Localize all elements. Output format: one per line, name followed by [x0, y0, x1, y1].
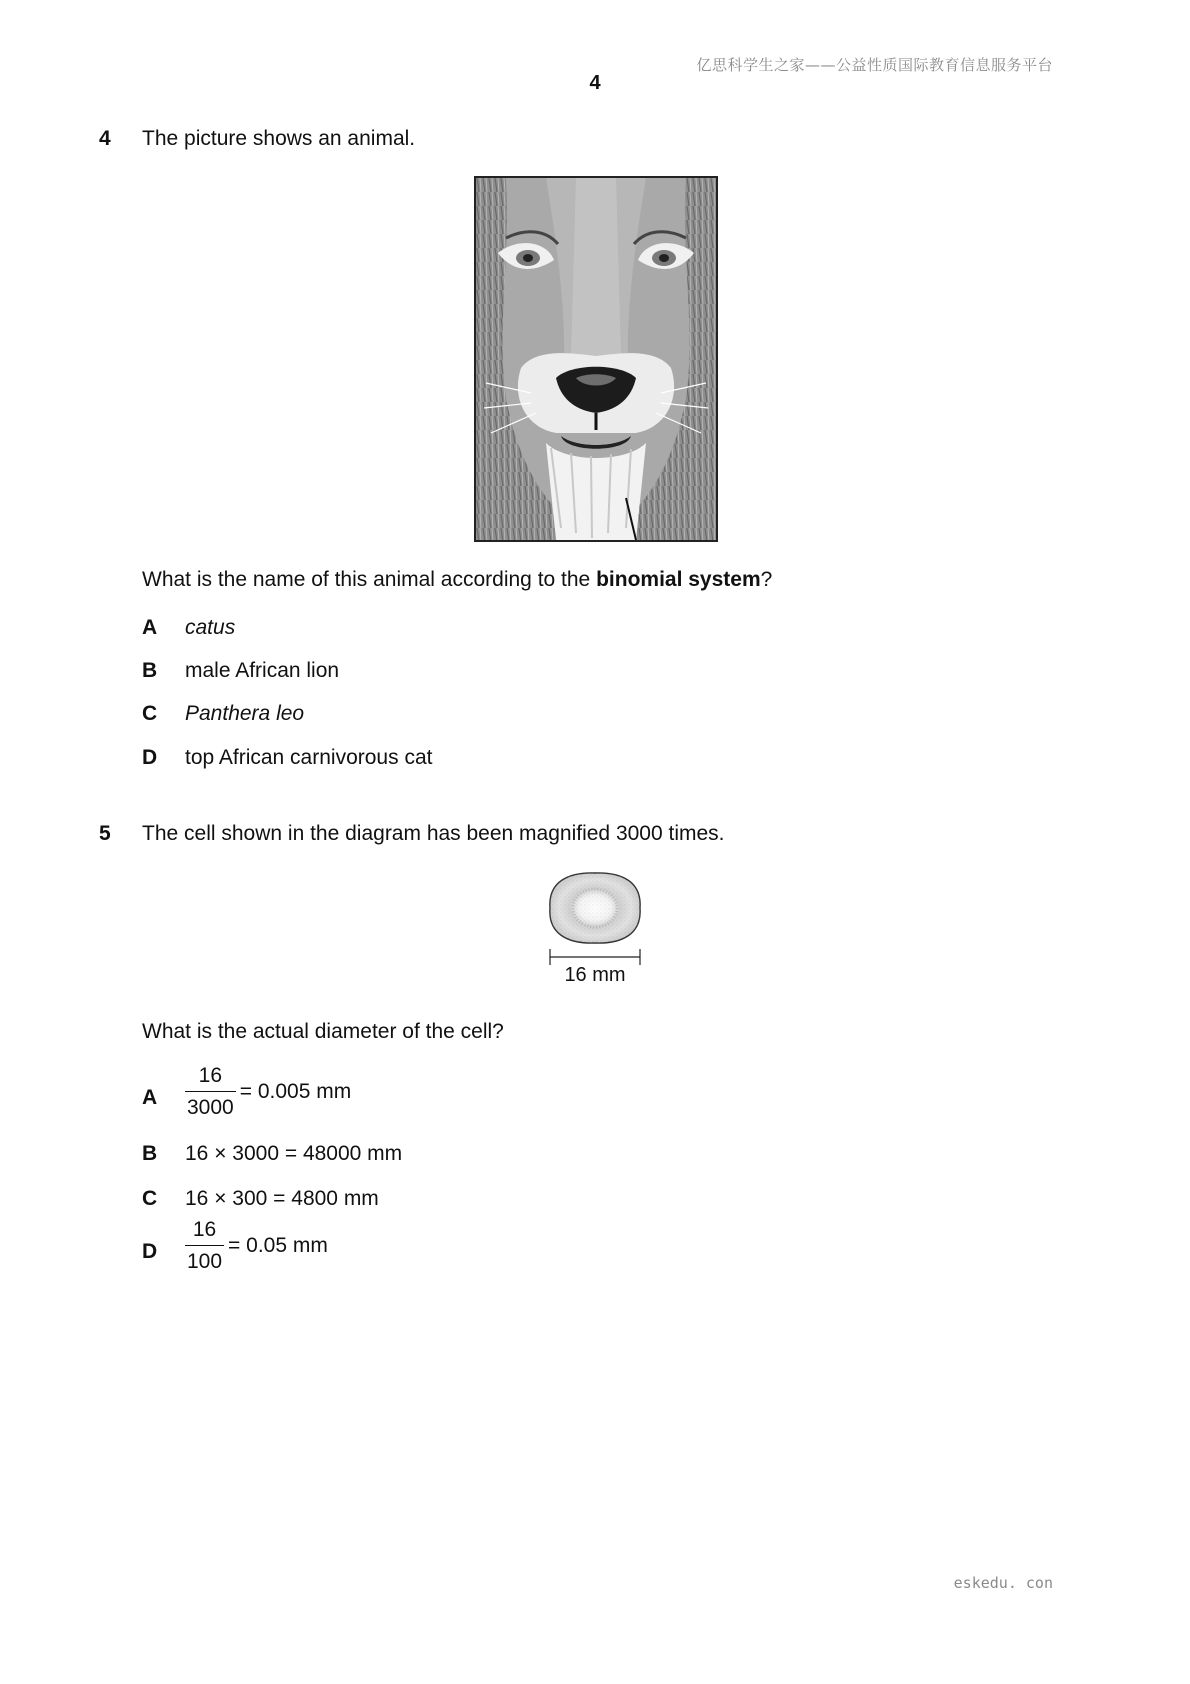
q5-option-d-result: = 0.05 mm	[228, 1234, 328, 1257]
question-5-stem: The cell shown in the diagram has been magnified 3000 times.	[142, 822, 725, 845]
q5-option-a-numerator: 16	[185, 1064, 236, 1092]
question-4-stem: The picture shows an animal.	[142, 127, 416, 150]
page-number: 4	[589, 72, 601, 94]
q5-option-d	[185, 1218, 328, 1274]
q4-option-a-letter: A	[142, 616, 158, 639]
header-watermark: 亿思科学生之家——公益性质国际教育信息服务平台	[696, 56, 1053, 74]
q4-option-a-text: catus	[185, 616, 236, 639]
cell-drawing	[540, 868, 650, 948]
cell-diameter-label: 16 mm	[564, 964, 626, 986]
q5-option-b-letter: B	[142, 1142, 158, 1165]
q5-option-c-letter: C	[142, 1187, 158, 1210]
q5-option-a-fraction	[185, 1064, 236, 1120]
q5-option-a-result: = 0.005 mm	[239, 1080, 352, 1103]
question-5-prompt: What is the actual diameter of the cell?	[142, 1020, 504, 1043]
binomial-system-term: binomial system	[596, 568, 761, 591]
q5-option-d-denominator: 100	[187, 1250, 223, 1273]
question-4-prompt-prefix: What is the name of this animal according to the	[142, 568, 597, 591]
q5-option-a	[185, 1064, 351, 1120]
q4-option-d-letter: D	[142, 746, 158, 769]
q4-option-b-text: male African lion	[185, 659, 340, 682]
question-5-number: 5	[99, 822, 111, 845]
q4-option-c-letter: C	[142, 702, 158, 725]
q5-option-d-letter: D	[142, 1240, 158, 1263]
q5-option-a-denominator: 3000	[187, 1096, 234, 1119]
lion-picture	[474, 176, 718, 542]
cell-diagram	[540, 868, 650, 988]
q5-option-a-letter: A	[142, 1086, 158, 1109]
q5-option-d-fraction	[185, 1218, 224, 1274]
question-4-number: 4	[99, 127, 111, 150]
question-4-prompt-suffix: ?	[760, 568, 773, 591]
q5-option-c-text: 16 × 300 = 4800 mm	[185, 1187, 379, 1210]
q4-option-b-letter: B	[142, 659, 158, 682]
q4-option-c-text: Panthera leo	[185, 702, 305, 725]
question-4-prompt	[142, 568, 772, 592]
footer-watermark: eskedu. con	[953, 1574, 1053, 1592]
lion-face-illustration	[476, 178, 716, 540]
q5-option-b-text: 16 × 3000 = 48000 mm	[185, 1142, 403, 1165]
q5-option-d-numerator: 16	[185, 1218, 224, 1246]
q4-option-d-text: top African carnivorous cat	[185, 746, 433, 769]
